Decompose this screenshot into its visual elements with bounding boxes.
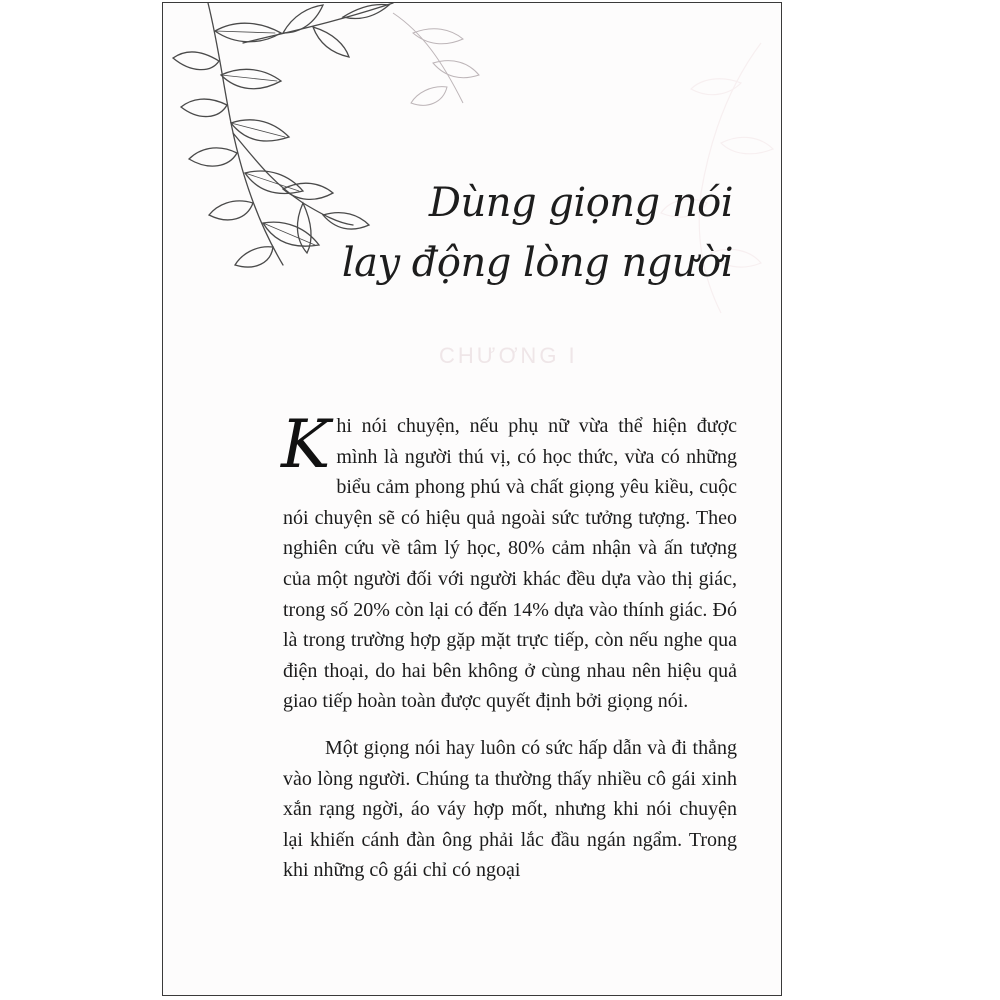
- chapter-title: [342, 173, 733, 293]
- body-text: [281, 406, 737, 902]
- chapter-title-line-2: lay động lòng người: [341, 240, 733, 286]
- drop-cap: K: [281, 406, 331, 483]
- book-page: [162, 2, 782, 996]
- chapter-label: CHƯƠNG I: [439, 343, 578, 368]
- paragraph-1-text: hi nói chuyện, nếu phụ nữ vừa thể hiện được mình là người thú vị, có học thức, vừa có những biểu cảm phong phú và chất giọng yêu kiều, cuộc nói chuyện sẽ có hiệu quả ngoài sức tưởng tượng. Theo nghiên cứu về tâm lý học, 80% cảm nhận và ấn tượng của một người đối với người khác đều dựa vào thị giác, trong số 20% còn lại có đến 14% dựa vào thính giác. Đó là trong trường hợp gặp mặt trực tiếp, còn nếu nghe qua điện thoại, do hai bên không ở cùng nhau nên hiệu quả giao tiếp hoàn toàn được quyết định bởi giọng nói.: [283, 415, 737, 713]
- chapter-title-line-1: Dùng giọng nói: [428, 180, 733, 226]
- paragraph-1: [281, 406, 737, 717]
- paragraph-2: Một giọng nói hay luôn có sức hấp dẫn và đi thẳng vào lòng người. Chúng ta thường thấy nhiều cô gái xinh xắn rạng ngời, áo váy hợp mốt, nhưng khi nói chuyện lại khiến cánh đàn ông phải lắc đầu ngán ngẩm. Trong khi những cô gái chỉ có ngoại: [283, 736, 737, 882]
